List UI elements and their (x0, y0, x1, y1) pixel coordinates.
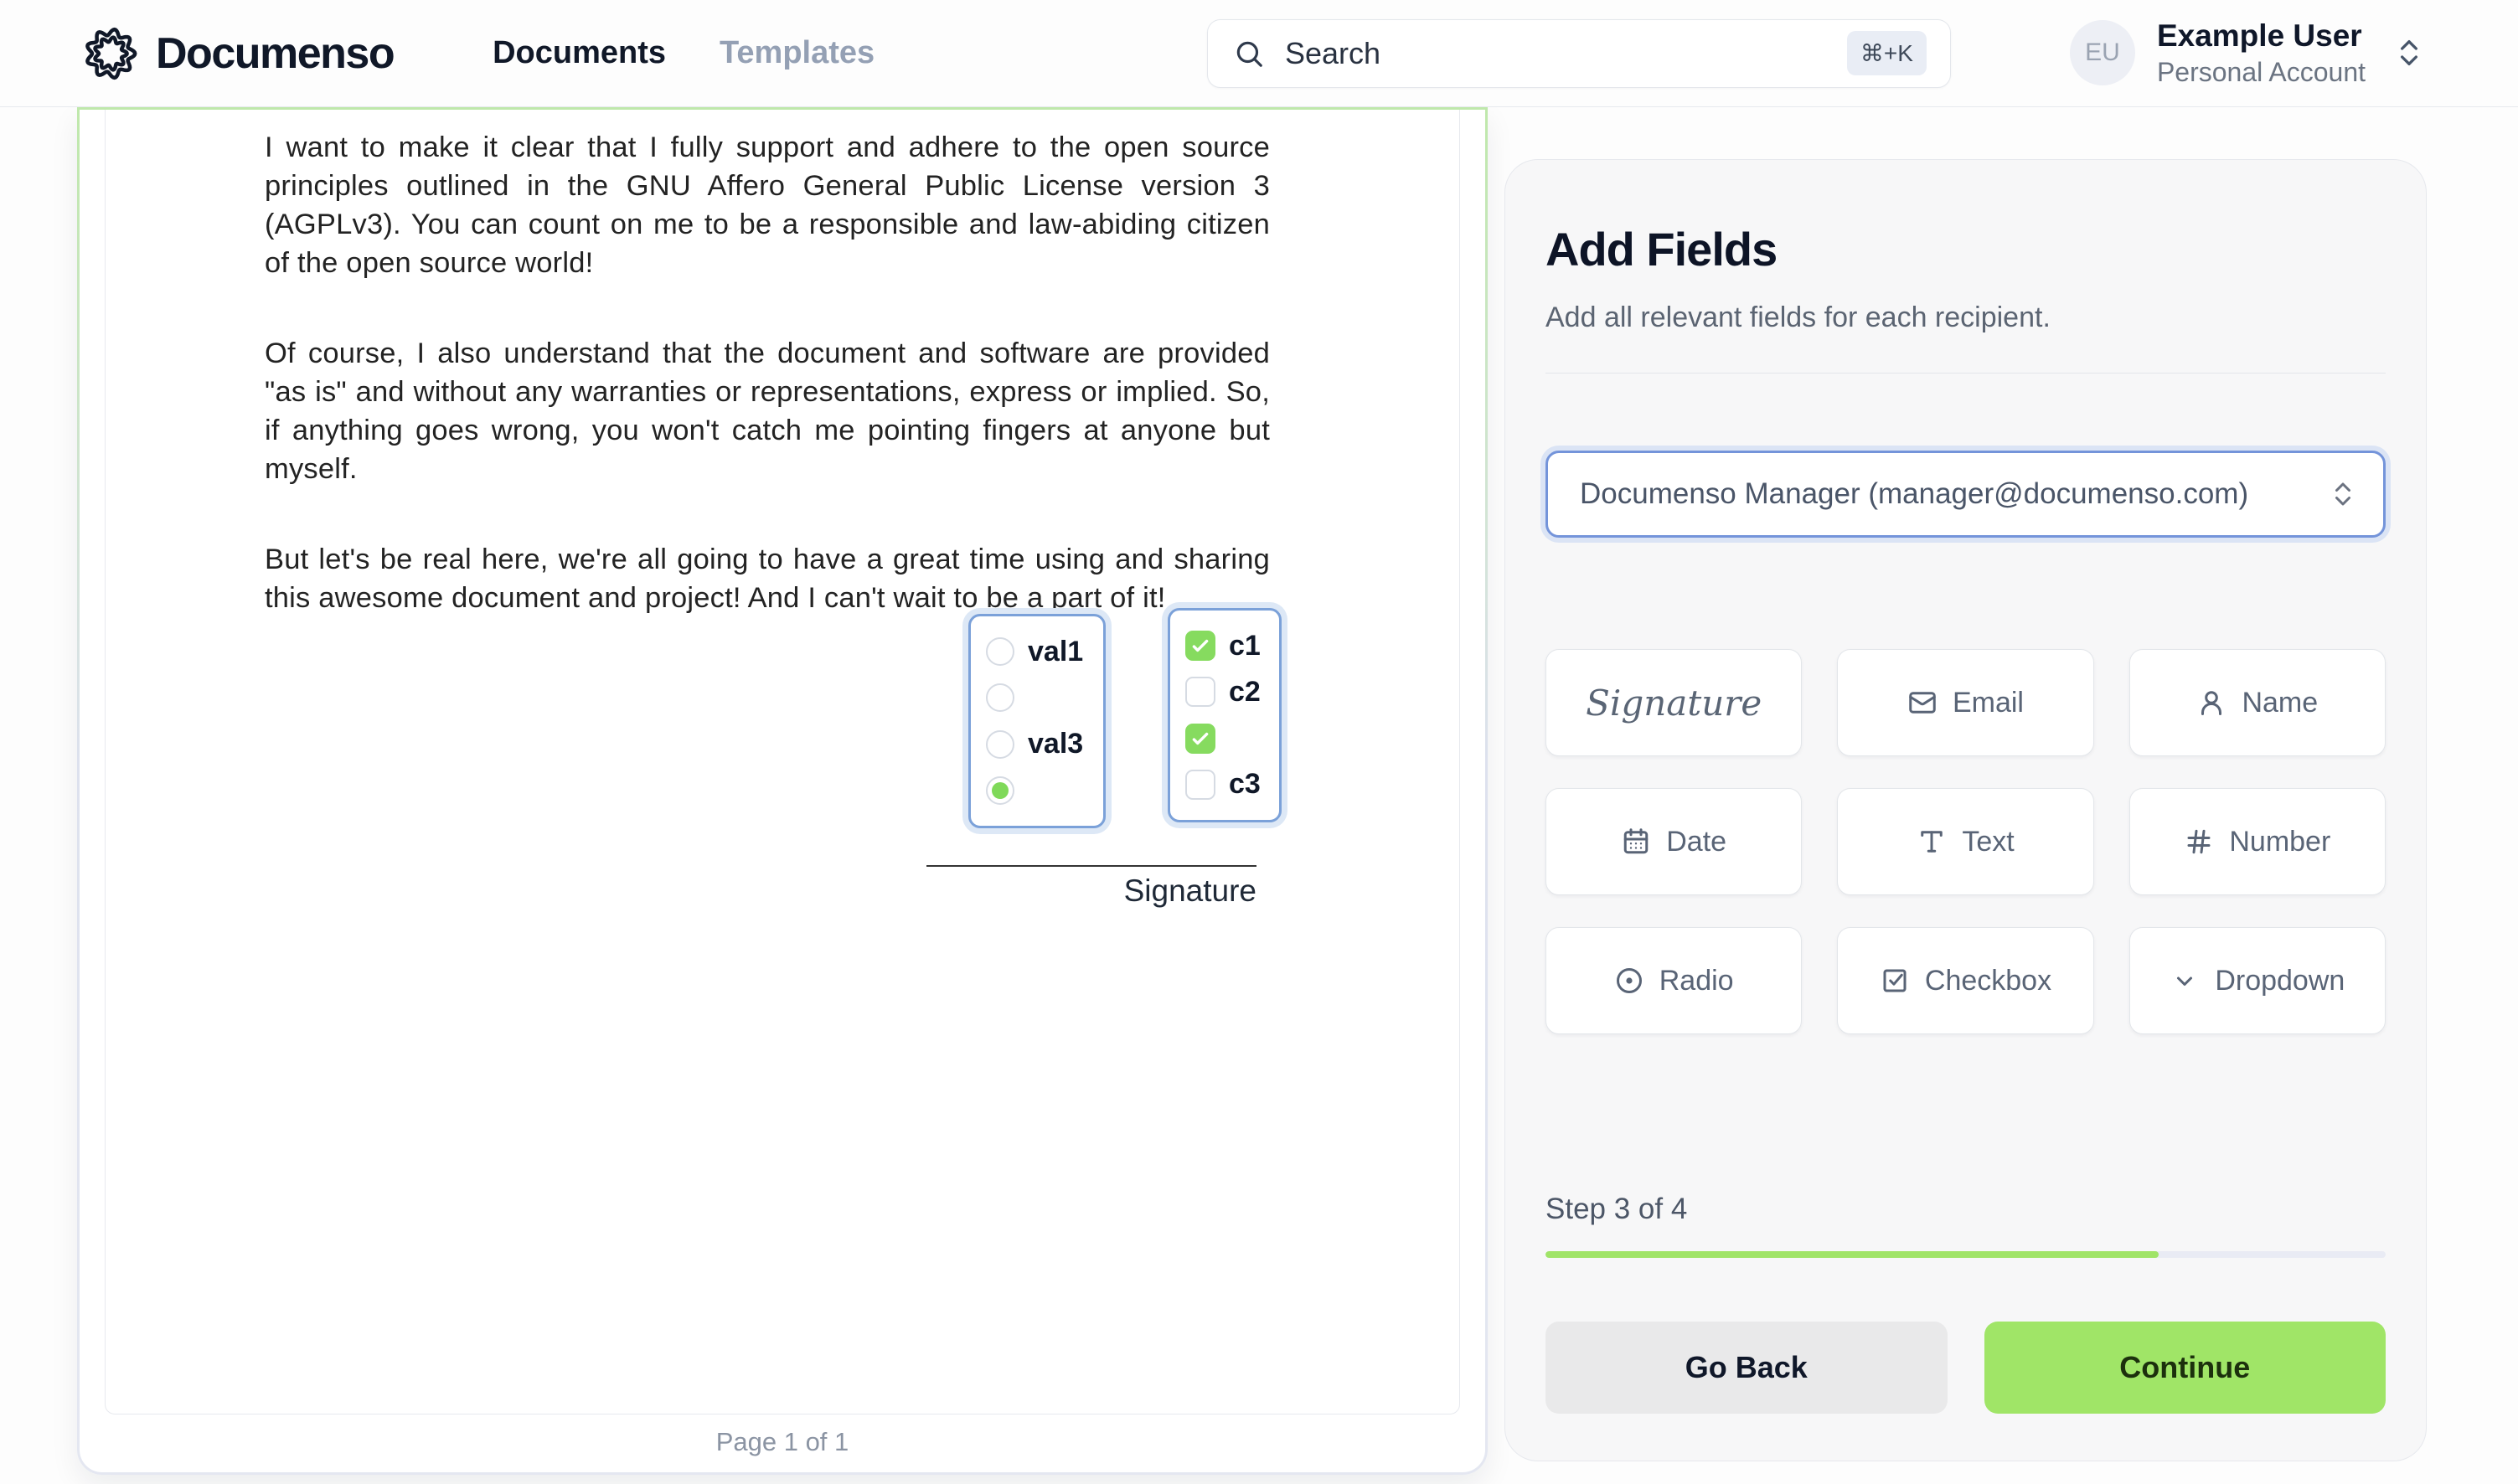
field-button-number[interactable]: Number (2129, 788, 2386, 895)
documenso-logo-icon (84, 27, 137, 80)
hash-icon (2184, 827, 2214, 857)
type-icon (1917, 827, 1947, 857)
progress-bar (1545, 1251, 2386, 1258)
nav-link-templates[interactable]: Templates (720, 35, 875, 70)
search-placeholder: Search (1284, 35, 1381, 70)
brand[interactable] (84, 27, 394, 80)
chevrons-up-down-icon (2392, 36, 2426, 70)
paragraph: I want to make it clear that I fully support and adhere to the open source principles outlined in the GNU Affero General Public License version 3 (AGPLv3). You can count on me to be a responsible and law-abiding citizen of the open source world! (265, 131, 1270, 279)
user-info (2157, 18, 2366, 88)
panel-divider (1545, 373, 2386, 374)
field-type-grid (1545, 649, 2386, 1034)
field-button-checkbox[interactable]: Checkbox (1837, 927, 2093, 1034)
continue-button[interactable]: Continue (1984, 1322, 2386, 1414)
signature-script-label: Signature (1586, 682, 1762, 724)
nav-link-documents[interactable]: Documents (493, 35, 667, 70)
checkbox-unchecked-icon[interactable] (1185, 770, 1215, 800)
chevron-down-icon (2170, 966, 2200, 996)
field-button-dropdown[interactable]: Dropdown (2129, 927, 2386, 1034)
search-input[interactable] (1207, 19, 1951, 88)
document-page[interactable] (105, 110, 1460, 1414)
field-button-name[interactable]: Name (2129, 649, 2386, 756)
signature-line-label: Signature (1123, 873, 1256, 908)
panel-actions (1545, 1322, 2386, 1414)
go-back-button[interactable]: Go Back (1545, 1322, 1948, 1414)
chevrons-up-down-icon (2328, 479, 2358, 509)
paragraph: But let's be real here, we're all going to have a great time using and sharing this awesome document and project! And I can't wait to be a part of it! (265, 544, 1270, 614)
document-text (265, 128, 1270, 617)
radio-option[interactable] (986, 772, 1088, 809)
document-card (80, 110, 1485, 1472)
signature-line (926, 865, 1256, 867)
radio-selected-icon[interactable] (986, 776, 1014, 805)
search-icon (1233, 38, 1265, 70)
radio-unselected-icon[interactable] (986, 637, 1014, 666)
checkbox-unchecked-icon[interactable] (1185, 677, 1215, 707)
checkbox-option[interactable]: c1 (1185, 627, 1264, 664)
checkbox-checked-icon[interactable] (1185, 631, 1215, 661)
page-indicator: Page 1 of 1 (715, 1427, 849, 1456)
radio-option[interactable]: val1 (986, 633, 1088, 670)
field-button-email[interactable]: Email (1837, 649, 2093, 756)
radio-group-field[interactable] (968, 614, 1106, 828)
envelope-icon (1907, 688, 1938, 718)
radio-unselected-icon[interactable] (986, 683, 1014, 712)
main-nav (493, 35, 875, 71)
radio-option[interactable] (986, 679, 1088, 716)
progress-bar-fill (1545, 1251, 2159, 1258)
checkbox-group-field[interactable] (1168, 608, 1282, 822)
panel-footer (1545, 1193, 2386, 1414)
step-indicator: Step 3 of 4 (1545, 1193, 1688, 1225)
recipient-select[interactable] (1545, 451, 2386, 538)
brand-name: Documenso (156, 28, 395, 78)
circle-dot-icon (1614, 966, 1644, 996)
radio-option[interactable]: val3 (986, 726, 1088, 763)
checkbox-option[interactable] (1185, 720, 1264, 757)
top-navbar (0, 0, 2518, 107)
field-button-signature[interactable] (1545, 649, 1802, 756)
field-button-radio[interactable]: Radio (1545, 927, 1802, 1034)
user-icon (2196, 688, 2226, 718)
checkbox-option[interactable]: c2 (1185, 673, 1264, 710)
field-button-text[interactable]: Text (1837, 788, 2093, 895)
calendar-icon (1621, 827, 1651, 857)
document-card-border (77, 107, 1488, 1475)
avatar: EU (2070, 20, 2135, 85)
add-fields-panel (1504, 159, 2427, 1461)
checkbox-option[interactable]: c3 (1185, 766, 1264, 803)
recipient-selected-value: Documenso Manager (manager@documenso.com) (1580, 477, 2249, 510)
paragraph: Of course, I also understand that the document and software are provided "as is" and without any warranties or representations, express or implied. So, if anything goes wrong, you won't catch me pointing fingers at anyone but myself. (265, 338, 1270, 485)
panel-title: Add Fields (1545, 223, 1778, 276)
square-check-icon (1880, 966, 1910, 996)
checkbox-checked-icon[interactable] (1185, 724, 1215, 754)
user-account-type: Personal Account (2156, 56, 2366, 87)
user-menu[interactable] (2070, 18, 2426, 88)
search-shortcut-badge: ⌘+K (1847, 31, 1927, 75)
user-name: Example User (2156, 18, 2362, 54)
panel-subtitle: Add all relevant fields for each recipient. (1545, 301, 2051, 333)
field-button-date[interactable]: Date (1545, 788, 1802, 895)
radio-unselected-icon[interactable] (986, 730, 1014, 759)
